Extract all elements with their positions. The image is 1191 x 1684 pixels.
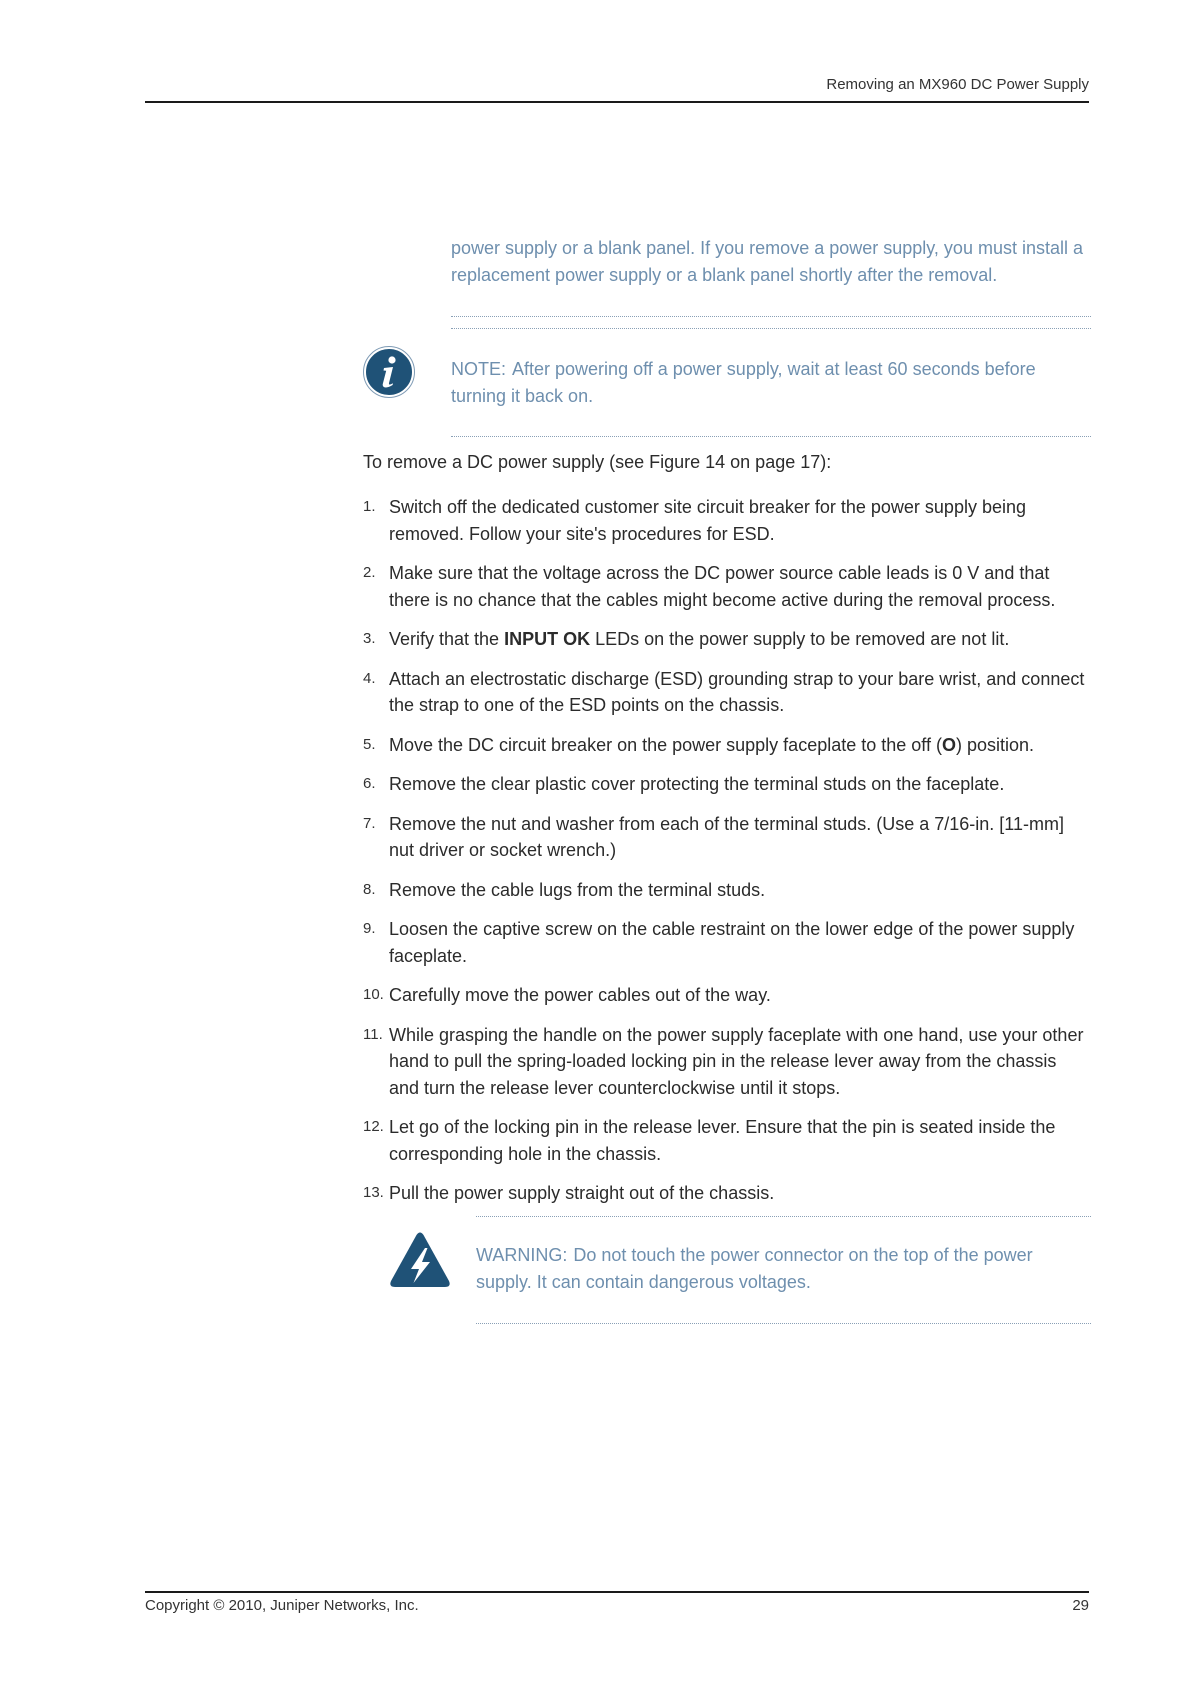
- step-item: [363, 732, 1091, 759]
- step-number: 7.: [363, 814, 376, 832]
- note-label: NOTE:: [451, 359, 507, 379]
- step-number: 6.: [363, 775, 376, 792]
- note-bottom-divider: [451, 436, 1091, 437]
- header-rule: [145, 101, 1089, 103]
- step-number: 1.: [363, 498, 376, 515]
- step-number: 4.: [363, 669, 376, 687]
- step-text: Switch off the dedicated customer site circuit breaker for the power supply being removed. Follow your site's procedures for ESD.: [389, 497, 1026, 544]
- step-item: [363, 877, 1091, 904]
- step-number: 9.: [363, 920, 376, 937]
- caution-continuation-text: power supply or a blank panel. If you remove a power supply, you must install a replacement power supply or a blank panel shortly after the removal.: [451, 238, 1083, 285]
- warning-top-divider: [476, 1216, 1091, 1217]
- step-number: 5.: [363, 735, 376, 753]
- step-item: [363, 771, 1091, 798]
- step-item: [363, 1180, 1091, 1207]
- warning-callout: [476, 1242, 1091, 1296]
- step-text-pre: Verify that the: [389, 629, 505, 649]
- warning-label: WARNING:: [476, 1245, 568, 1265]
- step-text: Make sure that the voltage across the DC power source cable leads is 0 V and that there is no chance that the cables might become active during the removal process.: [389, 563, 1056, 610]
- info-icon: [363, 346, 415, 398]
- note-top-divider: [451, 328, 1091, 329]
- procedure-intro: To remove a DC power supply (see Figure 14 on page 17):: [363, 452, 832, 472]
- note-text: After powering off a power supply, wait at least 60 seconds before turning it back on.: [451, 359, 1036, 406]
- caution-bottom-divider: [451, 316, 1091, 317]
- step-number: 10.: [363, 986, 384, 1003]
- warning-bottom-divider: [476, 1323, 1091, 1324]
- step-text-post: ) position.: [955, 734, 1035, 755]
- running-header: Removing an MX960 DC Power Supply: [826, 76, 1089, 93]
- step-text-pre: Move the DC circuit breaker on the power supply faceplate to the off (: [389, 734, 942, 755]
- step-text: Remove the clear plastic cover protecting the terminal studs on the faceplate.: [389, 774, 1005, 794]
- step-text: Attach an electrostatic discharge (ESD) grounding strap to your bare wrist, and connect the strap to one of the ESD points on the chassis.: [389, 668, 1085, 715]
- step-text-post: LEDs on the power supply to be removed are not lit.: [590, 629, 1010, 649]
- step-number: 12.: [363, 1118, 384, 1135]
- step-item: [363, 982, 1091, 1009]
- step-text: While grasping the handle on the power supply faceplate with one hand, use your other hand to pull the spring-loaded locking pin in the release lever away from the chassis and turn the release lever counterclockwise until it stops.: [389, 1024, 1084, 1098]
- warning-text: Do not touch the power connector on the top of the power supply. It can contain dangerous voltages.: [476, 1245, 1033, 1292]
- warning-icon: [388, 1231, 452, 1289]
- step-text: Pull the power supply straight out of the chassis.: [389, 1183, 775, 1203]
- step-number: 3.: [363, 630, 376, 647]
- step-text: Loosen the captive screw on the cable restraint on the lower edge of the power supply faceplate.: [389, 919, 1075, 966]
- footer-copyright: Copyright © 2010, Juniper Networks, Inc.: [145, 1597, 419, 1614]
- step-text: Carefully move the power cables out of the way.: [389, 985, 771, 1005]
- off-position-label: O: [941, 734, 956, 755]
- step-number: 11.: [363, 1025, 383, 1043]
- step-item: [363, 811, 1091, 864]
- step-item: [363, 626, 1091, 653]
- page-number: 29: [1072, 1597, 1089, 1614]
- step-item: [363, 916, 1091, 969]
- step-item: [363, 560, 1091, 613]
- note-callout: [451, 356, 1091, 410]
- step-text: Remove the cable lugs from the terminal studs.: [389, 879, 766, 900]
- procedure-steps: [363, 494, 1091, 1220]
- step-item: [363, 1022, 1091, 1102]
- step-number: 2.: [363, 564, 376, 581]
- led-label: INPUT OK: [504, 629, 591, 649]
- step-text: Remove the nut and washer from each of the terminal studs. (Use a 7/16-in. [11-mm] nut driver or socket wrench.): [389, 813, 1064, 860]
- step-item: [363, 666, 1091, 719]
- step-item: [363, 494, 1091, 547]
- step-number: 8.: [363, 880, 376, 898]
- step-text: Let go of the locking pin in the release lever. Ensure that the pin is seated inside the corresponding hole in the chassis.: [389, 1117, 1056, 1164]
- step-item: [363, 1114, 1091, 1167]
- step-number: 13.: [363, 1184, 384, 1201]
- footer-rule: [145, 1591, 1089, 1593]
